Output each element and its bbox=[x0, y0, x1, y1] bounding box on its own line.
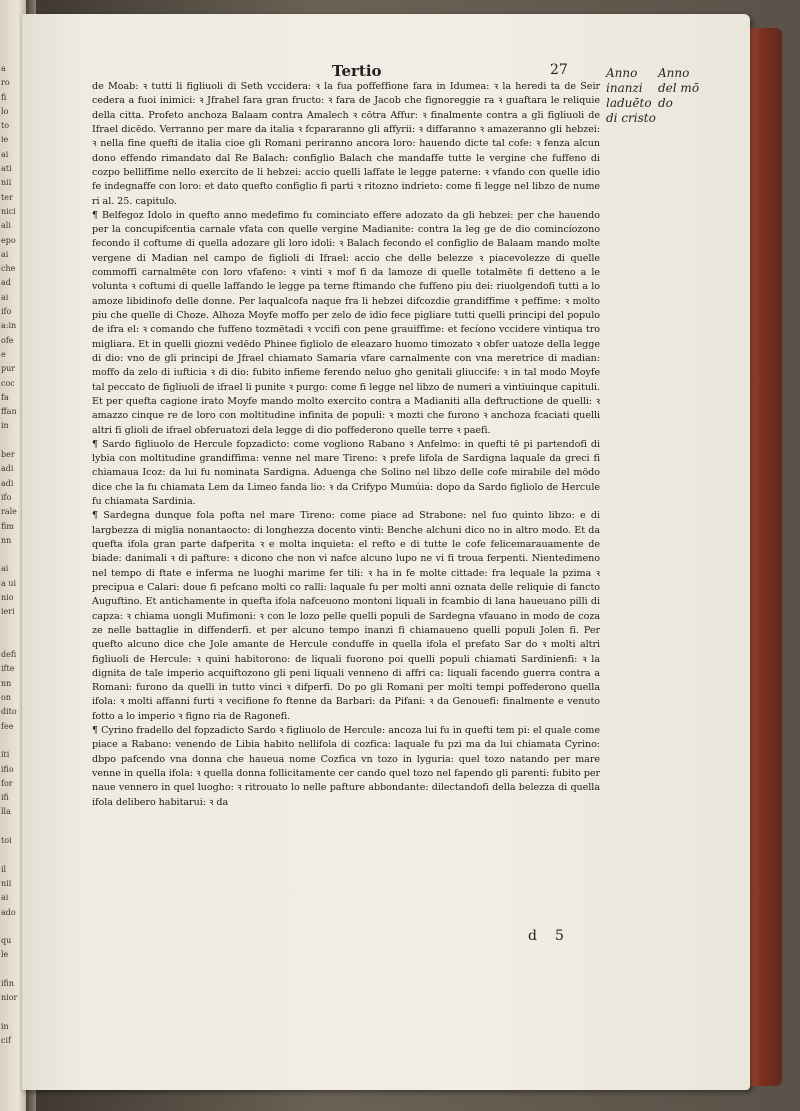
margin-note-line: do bbox=[658, 96, 673, 110]
page-edge-red bbox=[748, 28, 782, 1086]
margin-note-line: laduēto bbox=[606, 96, 652, 110]
main-text-block bbox=[92, 80, 600, 810]
signature-letter: d bbox=[528, 928, 537, 944]
signature-number: 5 bbox=[554, 928, 564, 944]
signature-mark bbox=[528, 928, 564, 944]
margin-note-column-2 bbox=[658, 66, 708, 111]
margin-note-line: Anno bbox=[658, 66, 690, 80]
running-header: Tertio bbox=[332, 62, 382, 80]
paragraph: ¶ Cyrino fradello del fopzadicto Sardo ꝛ figliuolo de Hercule: ancoza lui fu in quefti tem pi: el quale come piace a Rabano: venendo de Libia habito nellifola di cozfica: laquale fu pzi ma da lui chiamata Cyrino: dbpo pafcendo vna donna che haueua nome Cozfica vn tozo in lyguria: quel tozo natando per mare venne in quella ifola: ꝛ quella donna follicitamente cer cando quel tozo nel fapendo gli parenti: fubito per naue vennero in quel luogho: ꝛ ritrouato lo nelle pafture abbondante: dilectandofi della belezza di quella ifola delibero habitarui: ꝛ da bbox=[92, 725, 600, 808]
margin-note-column-1 bbox=[606, 66, 658, 126]
margin-note-line: del mō bbox=[658, 81, 700, 95]
folio-number: 27 bbox=[550, 62, 568, 78]
margin-note-line: Anno bbox=[606, 66, 638, 80]
left-page-text-fragments: a ro fi lo to ie ai ati nii ter nici ali epo ai che ad ai ifo a:in ofe e pur coc fa ffan in ber adi adi ifo rale fim nn ai a ui nio ieri defi ifte nn on dito fee iti ifio for ifi lla toi il nii ai ado qu le ifin nior in cif bbox=[1, 64, 18, 1046]
paragraph: ¶ Sardegna dunque fola pofta nel mare Tireno: come piace ad Strabone: nel fuo quinto libzo: e di largbezza di miglia nonantaocto: di longhezza docento vinti: Benche alchuni dico no in altro modo. Et da quefta ifola gran parte dafperita ꝛ e molta inquieta: el refto e di tutte le cofe felicemarauamente de biade: danimali ꝛ di pafture: ꝛ dicono che non vi nafce alcuno lupo ne vi fi troua ferpenti. Nientedimeno nel tempo di ftate e inferma ne luoghi marime fer tili: ꝛ ha in fe molte cittade: fra lequale la pzima ꝛ precipua e Calari: doue fi pefcano molti co ralli: laquale fu per molti anni oznata delle reliquie di fancto Auguftino. Et antichamente in quefta ifola nafceuono montoni liquali in fcambio di lana haueuano pilli di capza: ꝛ chiama uongli Mufimoni: ꝛ con le lozo pelle quelli populi de Sardegna vfauano in modo de coza ze nelle battaglie in diffenderfi. et per alcuno tempo inanzi fi chiamaueno quelli populi Jolen fi. Per quefto alcuno dice che Jole amante de Hercule conduffe in quella ifola el prefato Sar do ꝛ molti altri figliuoli de Hercule: ꝛ quini habitorono: de liquali fuorono poi quelli populi chiamati Sardinienfi: ꝛ la dignita de tale imperio acquiftozono gli peni liquali venneno di affri ca: liquali facendo guerra contra a Romani: furono da quelli in tutto vinci ꝛ difperfi. Do po gli Romani per molti tempi poffederono quella ifola: ꝛ molti affanni furti ꝛ vecifione fo ftenne da Barbari: da Pifani: ꝛ da Genouefi: finalmente e venuto fotto a lo imperio ꝛ figno ria de Ragonefi. bbox=[92, 510, 600, 722]
book-page bbox=[22, 14, 750, 1090]
paragraph: ¶ Sardo figliuolo de Hercule fopzadicto: come vogliono Rabano ꝛ Anfelmo: in quefti tē pi partendofi di lybia con moltitudine grandiffima: venne nel mare Tireno: ꝛ prefe lifola de Sardigna laquale da greci fi chiamaua Icoz: da lui fu nominata Sardigna. Aduenga che Solino nel libzo delle cofe mirabile del mōdo dice che la fu chiamata Lem da Limeo fanda lio: ꝛ da Crifypo Mumúia: dopo da Sardo figliolo de Hercule fu chiamata Sardinia. bbox=[92, 438, 600, 508]
paragraph: de Moab: ꝛ tutti li figliuoli di Seth vccidera: ꝛ la fua poffeffione fara in Idumea: ꝛ la heredi ta de Seir cedera a fuoi inimici: ꝛ Jfrahel fara gran fructo: ꝛ fara de Jacob che fignoreggie ra ꝛ guaftara le reliquie della citta. Profeto anchoza Balaam contra Amalech ꝛ cōtra Affur: ꝛ finalmente contra a gli figliuoli de Ifrael dicēdo. Verranno per mare da italia ꝛ fcpararanno gli affyrii: ꝛ diffaranno ꝛ amazeranno gli hebzei: ꝛ nella fine quefti de italia cioe gli Romani periranno ancora loro: hauendo dicte tal cofe: ꝛ fenza alcun dono effendo rimandato dal Re Balach: configlio Balach che mandaffe tutte le vergine che fuffeno di cozpo belliffime nello exercito de li hebzei: accio quelli laffate le legge paterne: ꝛ vfando con quelle idio fe indegnaffe con loro: et dato quefto configlio fi parti ꝛ ritozno indrieto: come fi legge nel libzo de nume ri al. 25. capitulo. bbox=[92, 81, 600, 207]
margin-note-line: inanzi bbox=[606, 81, 643, 95]
margin-note-line: di cristo bbox=[606, 111, 656, 125]
paragraph: ¶ Belfegoz Idolo in quefto anno medefimo fu cominciato effere adozato da gli hebzei: per che hauendo per la concupifcentia carnale vfata con quelle vergine Madianite: contra la leg ge de dio comincíozono fecondo il coftume di quella adozare gli loro idoli: ꝛ Balach fecondo el configlio de Balaam mando molte vergene di Madian nel campo de figlioli di Ifrael: accio che delle belezze ꝛ piacevolezze di quelle commoffi carnalmēte con loro vfafeno: ꝛ vinti ꝛ mof fi da lamoze di quelle totalmēte fi detteno a le volunta ꝛ coftumi di quelle laffando le legge pa terne ftimando che fuffeno piu dei: riuolgendofi tutti a lo amoze libidinofo delle donne. Per laqualcofa naque fra li hebzei difcozdie grandiffime ꝛ peffime: ꝛ molto piu che quelle di Choze. Alhoza Moyfe moffo per zelo de idio fece pigliare tutti quelli principi del populo de ifra el: ꝛ comando che fuffeno tozmētadi ꝛ vccifi con pene grauiffime: et fecíono vccidere vintiqua tro migliara. Et in quelli giozni vedēdo Phinee figliolo de eleazaro huomo timozato ꝛ obfer uatoze della legge di dio: vno de gli principi de Jfrael chiamato Samaria vfare carnalmente con vna meretrice di madian: moffo da zelo di iufticia ꝛ di dio: fubito infieme ferendo neluo gho genitali gliuccife: ꝛ in tal modo Moyfe tal peccato de figliuoli de ifrael li punite ꝛ purgo: come fi legge nel libzo de numeri a vintiuinque capituli. Et per quefta cagione irato Moyfe mando molto exercito contra a Madianiti alla deftructione de quelli: ꝛ amazzo cinque re de loro con moltitudine infinita de populi: ꝛ mozti che furono ꝛ anchoza fcaciati quelli altri fi glioli de ifrael obferuatozi dela legge di dio poffederono quelle terre ꝛ paefi. bbox=[92, 209, 600, 436]
